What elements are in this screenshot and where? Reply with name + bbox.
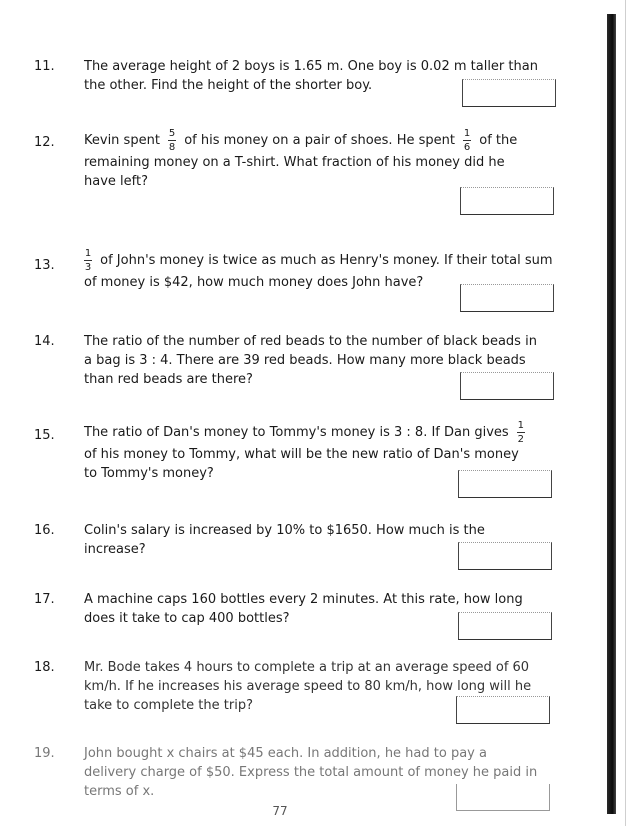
question-text: The average height of 2 boys is 1.65 m. One boy is 0.02 m taller than the other. Find the height of the shorter boy. (84, 59, 538, 93)
question-text: Kevin spent $\frac{5}{8}$ of his money on a pair of shoes. He spent $\frac{1}{6}$ of the remaining money on a T-shirt. What fraction of his money did he have left? (84, 128, 518, 189)
page-number: 77 (272, 804, 288, 818)
fraction: $\frac{1}{2}$ (517, 420, 525, 445)
question-number: 17. (34, 592, 55, 607)
answer-box[interactable] (458, 612, 552, 640)
question-number: 19. (34, 746, 55, 761)
question-text: Colin's salary is increased by 10% to $1650. How much is the increase? (84, 523, 485, 557)
question-number: 18. (34, 660, 55, 675)
answer-box[interactable] (460, 284, 554, 312)
answer-box[interactable] (462, 79, 556, 107)
question-text: A machine caps 160 bottles every 2 minutes. At this rate, how long does it take to cap 400 bottles? (84, 592, 523, 626)
question-number: 14. (34, 334, 55, 349)
question-text: The ratio of Dan's money to Tommy's money is 3 : 8. If Dan gives $\frac{1}{2}$ of his money to Tommy, what will be the new ratio of Dan's money to Tommy's money? (84, 420, 525, 481)
question-text: John bought x chairs at $45 each. In addition, he had to pay a delivery charge of $50. Express the total amount of money he paid in terms of x. (84, 746, 538, 799)
question-number: 16. (34, 523, 55, 538)
fraction: $\frac{1}{6}$ (463, 128, 471, 153)
fraction: $\frac{5}{8}$ (168, 128, 176, 153)
scan-edge-line (625, 0, 626, 826)
question-number: 12. (34, 135, 55, 150)
answer-box[interactable] (460, 372, 554, 400)
question-number: 15. (34, 428, 55, 443)
answer-box[interactable] (458, 542, 552, 570)
question-text: The ratio of the number of red beads to the number of black beads in a bag is 3 : 4. There are 39 red beads. How many more black beads than red beads are there? (84, 334, 537, 387)
answer-box[interactable] (460, 187, 554, 215)
scan-edge-shadow (607, 14, 616, 814)
question-text: Mr. Bode takes 4 hours to complete a trip at an average speed of 60 km/h. If he increases his average speed to 80 km/h, how long will he take to complete the trip? (84, 660, 532, 713)
answer-box[interactable] (456, 696, 550, 724)
question-number: 13. (34, 258, 55, 273)
answer-box[interactable] (458, 470, 552, 498)
question-text: $\frac{1}{3}$ of John's money is twice as much as Henry's money. If their total sum of money is $42, how much money does John have? (84, 248, 553, 290)
fraction: $\frac{1}{3}$ (84, 248, 92, 273)
question-number: 11. (34, 59, 55, 74)
